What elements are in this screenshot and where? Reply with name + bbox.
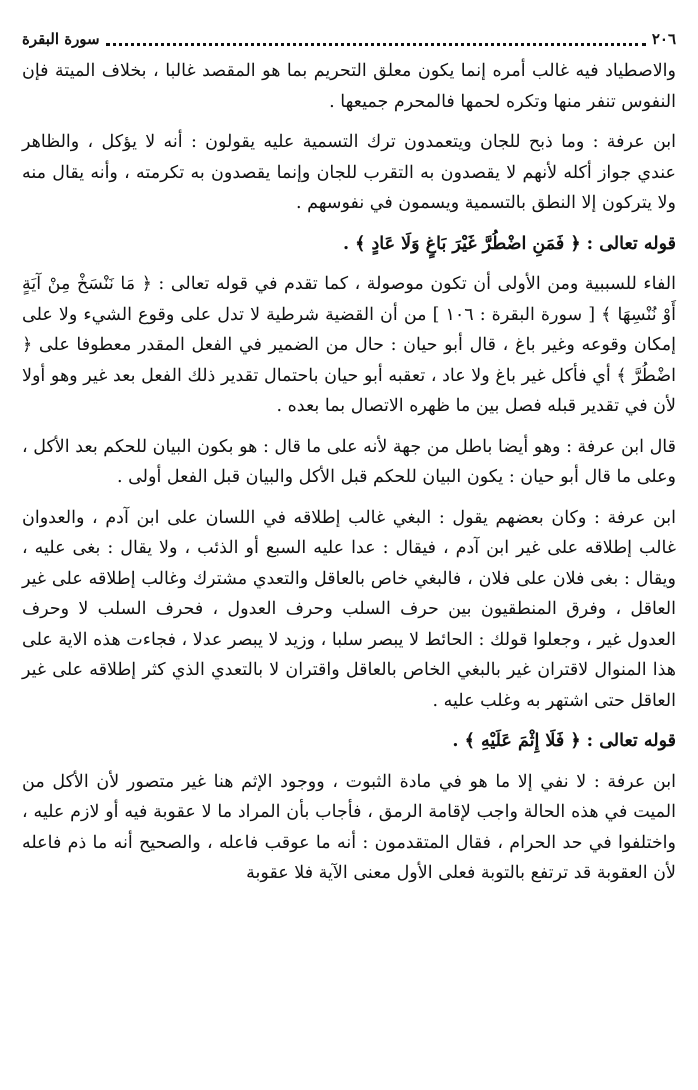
surah-title: سورة البقرة [22, 30, 100, 48]
paragraph-6: ابن عرفة : لا نفي إلا ما هو في مادة الثبوت ، ووجود الإثم هنا غير متصور لأن الأكل من الميت في هذه الحالة واجب لإقامة الرمق ، فأجاب بأن المراد ما لا عقوبة فيه أو لازم عليه ، واختلفوا في حد الحرام ، فقال المتقدمون : أنه ما عوقب فاعله ، والصحيح أنه ما ذم فاعله لأن العقوبة قد ترتفع بالتوبة فعلى الأول معنى الآية فلا عقوبة [22, 771, 676, 883]
paragraph-3: الفاء للسببية ومن الأولى أن تكون موصولة ، كما تقدم في قوله تعالى : ﴿ مَا نَنْسَخْ مِنْ آيَةٍ أَوْ نُنْسِهَا ﴾ [ سورة البقرة : ١٠٦ ] من أن القضية شرطية لا تدل على وقوع الشيء ولا على إمكان وقوعه وغير باغ ، قال أبو حيان : حال من الضمير في الفعل المقدر معطوفا على ﴿ اضْطُرَّ ﴾ أي فأكل غير باغ ولا عاد ، تعقبه أبو حيان باحتمال تقدير ذلك الفعل بعد غير وهو أولا لأن في تقدير قبله فصل بين ما ظهره الاتصال بما بعده . [22, 274, 676, 416]
paragraph-1: والاصطياد فيه غالب أمره إنما يكون معلق التحريم بما هو المقصد غالبا ، بخلاف الميتة فإن النفوس تنفر منها وتكره لحمها فالمحرم جميعها . [22, 61, 676, 112]
page-number: ٢٠٦ [651, 30, 676, 48]
header-dotted-rule [106, 33, 646, 46]
page-header [22, 28, 676, 50]
paragraph-2: ابن عرفة : وما ذبح للجان ويتعمدون ترك التسمية عليه يقولون : أنه لا يؤكل ، والظاهر عندي جواز أكله لأنهم لا يقصدون به التقرب للجان وإنما يقصدون به تكرمته ، وأنه يقال منه ولا يتركون إلا النطق بالتسمية ويسمون في نفوسهم . [22, 132, 676, 213]
verse-heading-2: قوله تعالى : ﴿ فَلَا إِثْمَ عَلَيْهِ ﴾ . [452, 731, 676, 751]
paragraph-4: قال ابن عرفة : وهو أيضا باطل من جهة لأنه على ما قال : هو بكون البيان للحكم بعد الأكل ، وعلى ما قال أبو حيان : يكون البيان للحكم قبل الأكل والبيان قبل الفعل أولى . [22, 436, 676, 487]
paragraph-5: ابن عرفة : وكان بعضهم يقول : البغي غالب إطلاقه في اللسان على ابن آدم ، والعدوان غالب إطلاقه على غير ابن آدم ، فيقال : عدا عليه السبع أو الذئب ، ولا يقال : بغى عليه ، ويقال : بغى فلان على فلان ، فالبغي خاص بالعاقل والتعدي مشترك وغالب إطلاقه على غير العاقل ، وفرق المنطقيون بين حرف السلب وحرف العدول ، فحرف السلب لا وحرف العدول غير ، وجعلوا قولك : الحائط لا يبصر سلبا ، وزيد لا يبصر عدلا ، فجاءت هذه الاية على هذا المنوال لاقتران غير بالبغي الخاص بالعاقل واقتران لا بالتعدي الذي كثر إطلاقه على غير العاقل حتى اشتهر به وغلب عليه . [22, 507, 676, 711]
verse-heading-1: قوله تعالى : ﴿ فَمَنِ اضْطُرَّ غَيْرَ بَاغٍ وَلَا عَادٍ ﴾ . [342, 233, 676, 254]
